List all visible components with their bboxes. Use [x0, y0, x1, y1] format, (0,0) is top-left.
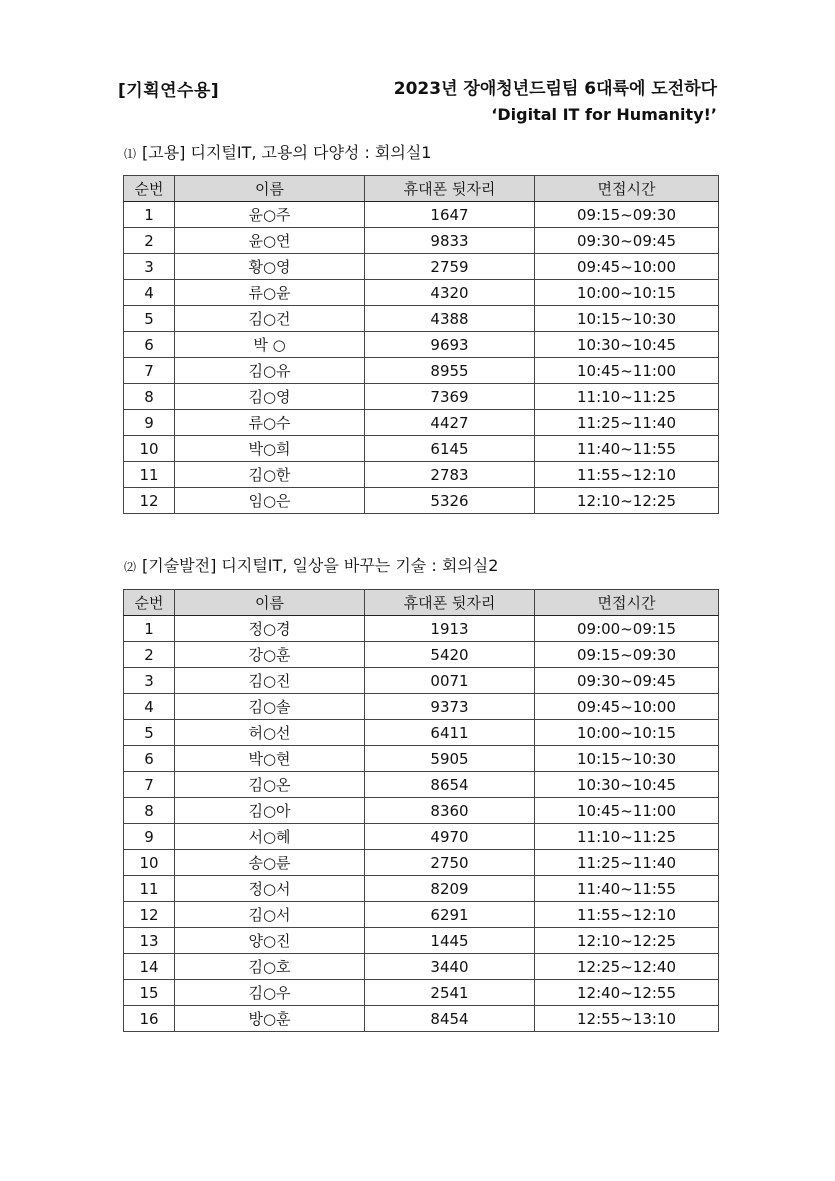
table-header-row: [124, 590, 719, 616]
applicant-name: 임○은: [175, 488, 365, 514]
column-header-name: 이름: [175, 590, 365, 616]
interview-time: 12:25~12:40: [535, 954, 719, 980]
applicant-name: 김○서: [175, 902, 365, 928]
phone-last-digits: 5420: [365, 642, 535, 668]
phone-last-digits: 2750: [365, 850, 535, 876]
phone-last-digits: 8209: [365, 876, 535, 902]
phone-last-digits: 1913: [365, 616, 535, 642]
phone-last-digits: 2783: [365, 462, 535, 488]
phone-last-digits: 5326: [365, 488, 535, 514]
interview-time: 11:55~12:10: [535, 462, 719, 488]
table-row: [124, 1006, 719, 1032]
phone-last-digits: 8654: [365, 772, 535, 798]
phone-last-digits: 8454: [365, 1006, 535, 1032]
table-row: [124, 746, 719, 772]
interview-time: 11:40~11:55: [535, 436, 719, 462]
interview-time: 11:10~11:25: [535, 384, 719, 410]
table-row: [124, 954, 719, 980]
applicant-name: 김○아: [175, 798, 365, 824]
applicant-name: 서○혜: [175, 824, 365, 850]
applicant-name: 김○유: [175, 358, 365, 384]
phone-last-digits: 8360: [365, 798, 535, 824]
applicant-name: 김○호: [175, 954, 365, 980]
table-row: [124, 928, 719, 954]
table-row: [124, 642, 719, 668]
interview-time: 09:45~10:00: [535, 254, 719, 280]
section2-title: [124, 553, 498, 576]
phone-last-digits: 6291: [365, 902, 535, 928]
table-row: [124, 980, 719, 1006]
applicant-name: 박○현: [175, 746, 365, 772]
phone-last-digits: 0071: [365, 668, 535, 694]
section2-schedule-table: [123, 589, 719, 1032]
row-number: 12: [124, 902, 175, 928]
applicant-name: 김○우: [175, 980, 365, 1006]
document-subtitle: ‘Digital IT for Humanity!’: [491, 105, 717, 124]
applicant-name: 김○온: [175, 772, 365, 798]
phone-last-digits: 2759: [365, 254, 535, 280]
phone-last-digits: 1445: [365, 928, 535, 954]
phone-last-digits: 7369: [365, 384, 535, 410]
applicant-name: 박 ○: [175, 332, 365, 358]
applicant-name: 양○진: [175, 928, 365, 954]
applicant-name: 류○수: [175, 410, 365, 436]
applicant-name: 김○한: [175, 462, 365, 488]
phone-last-digits: 5905: [365, 746, 535, 772]
phone-last-digits: 2541: [365, 980, 535, 1006]
table-row: [124, 720, 719, 746]
applicant-name: 허○선: [175, 720, 365, 746]
phone-last-digits: 1647: [365, 202, 535, 228]
row-number: 16: [124, 1006, 175, 1032]
table-row: [124, 876, 719, 902]
applicant-name: 박○희: [175, 436, 365, 462]
interview-time: 11:25~11:40: [535, 410, 719, 436]
row-number: 9: [124, 410, 175, 436]
section1-schedule-table: [123, 175, 719, 514]
column-header-number: 순번: [124, 590, 175, 616]
column-header-phone: 휴대폰 뒷자리: [365, 176, 535, 202]
applicant-name: 송○륜: [175, 850, 365, 876]
column-header-time: 면접시간: [535, 590, 719, 616]
table-row: [124, 306, 719, 332]
row-number: 14: [124, 954, 175, 980]
document-category-label: [기획연수용]: [118, 81, 220, 101]
column-header-name: 이름: [175, 176, 365, 202]
phone-last-digits: 8955: [365, 358, 535, 384]
table-row: [124, 384, 719, 410]
row-number: 1: [124, 202, 175, 228]
column-header-time: 면접시간: [535, 176, 719, 202]
row-number: 5: [124, 306, 175, 332]
interview-time: 09:00~09:15: [535, 616, 719, 642]
interview-time: 10:15~10:30: [535, 746, 719, 772]
row-number: 7: [124, 358, 175, 384]
applicant-name: 김○진: [175, 668, 365, 694]
phone-last-digits: 4970: [365, 824, 535, 850]
table-row: [124, 902, 719, 928]
applicant-name: 정○서: [175, 876, 365, 902]
interview-time: 09:30~09:45: [535, 668, 719, 694]
column-header-phone: 휴대폰 뒷자리: [365, 590, 535, 616]
section1-title-text: [고용] 디지털IT, 고용의 다양성 : 회의실1: [142, 143, 432, 162]
table-row: [124, 850, 719, 876]
row-number: 2: [124, 642, 175, 668]
phone-last-digits: 9373: [365, 694, 535, 720]
interview-time: 10:45~11:00: [535, 358, 719, 384]
applicant-name: 윤○연: [175, 228, 365, 254]
row-number: 8: [124, 798, 175, 824]
interview-time: 11:25~11:40: [535, 850, 719, 876]
row-number: 6: [124, 746, 175, 772]
interview-time: 11:10~11:25: [535, 824, 719, 850]
table-row: [124, 694, 719, 720]
applicant-name: 김○건: [175, 306, 365, 332]
row-number: 13: [124, 928, 175, 954]
interview-time: 10:30~10:45: [535, 772, 719, 798]
table-row: [124, 798, 719, 824]
phone-last-digits: 4320: [365, 280, 535, 306]
interview-time: 12:55~13:10: [535, 1006, 719, 1032]
row-number: 15: [124, 980, 175, 1006]
section1-number: ⑴: [124, 147, 137, 161]
interview-time: 10:30~10:45: [535, 332, 719, 358]
applicant-name: 강○훈: [175, 642, 365, 668]
row-number: 11: [124, 876, 175, 902]
table-row: [124, 824, 719, 850]
table-row: [124, 358, 719, 384]
phone-last-digits: 9833: [365, 228, 535, 254]
section1-title: [124, 140, 431, 163]
phone-last-digits: 9693: [365, 332, 535, 358]
section2-number: ⑵: [124, 560, 137, 574]
interview-time: 09:45~10:00: [535, 694, 719, 720]
applicant-name: 김○솔: [175, 694, 365, 720]
row-number: 6: [124, 332, 175, 358]
table-row: [124, 254, 719, 280]
row-number: 10: [124, 436, 175, 462]
table-row: [124, 616, 719, 642]
row-number: 11: [124, 462, 175, 488]
row-number: 2: [124, 228, 175, 254]
row-number: 1: [124, 616, 175, 642]
table-row: [124, 436, 719, 462]
interview-time: 09:30~09:45: [535, 228, 719, 254]
row-number: 3: [124, 254, 175, 280]
table-header-row: [124, 176, 719, 202]
row-number: 12: [124, 488, 175, 514]
row-number: 5: [124, 720, 175, 746]
interview-time: 11:40~11:55: [535, 876, 719, 902]
applicant-name: 황○영: [175, 254, 365, 280]
applicant-name: 류○윤: [175, 280, 365, 306]
row-number: 3: [124, 668, 175, 694]
row-number: 4: [124, 694, 175, 720]
phone-last-digits: 6145: [365, 436, 535, 462]
table-row: [124, 228, 719, 254]
row-number: 10: [124, 850, 175, 876]
applicant-name: 방○훈: [175, 1006, 365, 1032]
document-header: [394, 76, 717, 128]
interview-time: 09:15~09:30: [535, 642, 719, 668]
phone-last-digits: 4427: [365, 410, 535, 436]
phone-last-digits: 3440: [365, 954, 535, 980]
section2-title-text: [기술발전] 디지털IT, 일상을 바꾸는 기술 : 회의실2: [142, 556, 499, 575]
interview-time: 12:10~12:25: [535, 488, 719, 514]
table-row: [124, 410, 719, 436]
phone-last-digits: 4388: [365, 306, 535, 332]
phone-last-digits: 6411: [365, 720, 535, 746]
table-row: [124, 332, 719, 358]
row-number: 7: [124, 772, 175, 798]
applicant-name: 정○경: [175, 616, 365, 642]
applicant-name: 윤○주: [175, 202, 365, 228]
interview-time: 10:15~10:30: [535, 306, 719, 332]
interview-time: 09:15~09:30: [535, 202, 719, 228]
interview-time: 10:00~10:15: [535, 720, 719, 746]
document-title: 2023년 장애청년드림팀 6대륙에 도전하다: [393, 79, 717, 99]
table-row: [124, 202, 719, 228]
table-row: [124, 280, 719, 306]
applicant-name: 김○영: [175, 384, 365, 410]
interview-time: 12:10~12:25: [535, 928, 719, 954]
table-row: [124, 772, 719, 798]
interview-time: 12:40~12:55: [535, 980, 719, 1006]
interview-time: 10:45~11:00: [535, 798, 719, 824]
column-header-number: 순번: [124, 176, 175, 202]
table-row: [124, 488, 719, 514]
row-number: 4: [124, 280, 175, 306]
interview-time: 10:00~10:15: [535, 280, 719, 306]
interview-time: 11:55~12:10: [535, 902, 719, 928]
row-number: 8: [124, 384, 175, 410]
table-row: [124, 462, 719, 488]
row-number: 9: [124, 824, 175, 850]
table-row: [124, 668, 719, 694]
